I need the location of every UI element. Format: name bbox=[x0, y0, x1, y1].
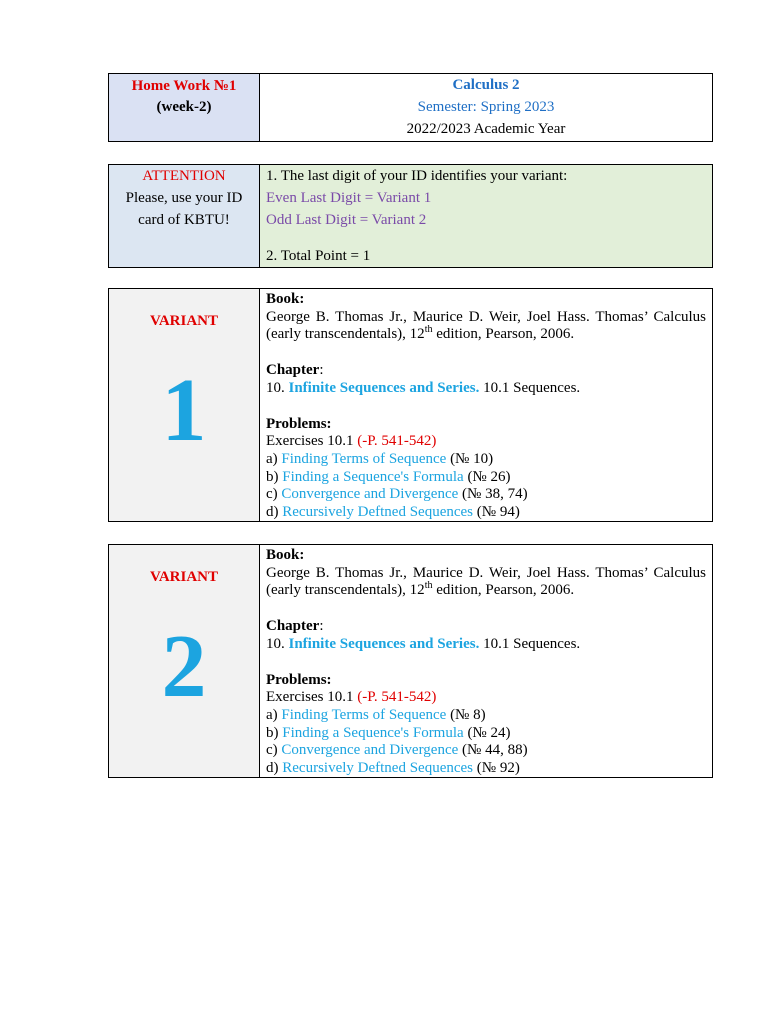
variant-content-cell bbox=[260, 289, 712, 521]
book-heading: Book: bbox=[266, 547, 305, 563]
chapter-heading: Chapter: bbox=[266, 618, 324, 635]
book-heading: Book: bbox=[266, 291, 305, 307]
chapter-title: Infinite Sequences and Series. bbox=[288, 379, 480, 396]
problem-topic: Convergence and Divergence bbox=[281, 742, 459, 759]
problem-list bbox=[266, 707, 706, 778]
problem-topic: Finding a Sequence's Formula bbox=[282, 724, 464, 741]
odd-rule: Odd Last Digit = Variant 2 bbox=[266, 212, 427, 228]
pages-ref: (-P. 541-542) bbox=[357, 433, 437, 450]
variant-label: VARIANT bbox=[149, 569, 219, 585]
homework-cell bbox=[109, 74, 260, 141]
problems-heading: Problems: bbox=[266, 415, 332, 432]
rule-2: 2. Total Point = 1 bbox=[266, 248, 371, 264]
attention-line-2: card of KBTU! bbox=[138, 212, 230, 228]
problem-item: d) Recursively Deftned Sequences (№ 94) bbox=[266, 504, 520, 521]
rules-cell bbox=[260, 165, 712, 267]
pages-ref: (-P. 541-542) bbox=[357, 689, 437, 706]
book-citation: George B. Thomas Jr., Maurice D. Weir, Joel Hass. Thomas’ Calculus (early transcendentals), 12th edition, Pearson, 2006. bbox=[266, 564, 706, 599]
problem-item: a) Finding Terms of Sequence (№ 8) bbox=[266, 706, 486, 723]
problems-heading: Problems: bbox=[266, 671, 332, 688]
academic-year: 2022/2023 Academic Year bbox=[406, 121, 566, 137]
problem-topic: Recursively Deftned Sequences bbox=[282, 504, 474, 521]
problem-topic: Recursively Deftned Sequences bbox=[282, 760, 474, 777]
chapter-line: 10. Infinite Sequences and Series. 10.1 Sequences. bbox=[266, 379, 581, 396]
exercises-line: Exercises 10.1 (-P. 541-542) bbox=[266, 689, 437, 706]
variant-label: VARIANT bbox=[149, 313, 219, 329]
problem-item: a) Finding Terms of Sequence (№ 10) bbox=[266, 450, 494, 467]
semester-label: Semester: Spring 2023 bbox=[417, 99, 555, 115]
chapter-line: 10. Infinite Sequences and Series. 10.1 Sequences. bbox=[266, 635, 581, 652]
chapter-title: Infinite Sequences and Series. bbox=[288, 635, 480, 652]
problem-item: c) Convergence and Divergence (№ 44, 88) bbox=[266, 742, 528, 759]
attention-table bbox=[108, 164, 713, 268]
week-label: (week-2) bbox=[156, 99, 212, 115]
variant-1-table bbox=[108, 288, 713, 522]
problem-topic: Convergence and Divergence bbox=[281, 486, 459, 503]
problem-topic: Finding Terms of Sequence bbox=[281, 450, 447, 467]
variant-number: 2 bbox=[161, 617, 207, 716]
header-table bbox=[108, 73, 713, 142]
attention-line-1: Please, use your ID bbox=[125, 190, 243, 206]
problem-topic: Finding Terms of Sequence bbox=[281, 706, 447, 723]
variant-number-cell bbox=[109, 289, 260, 521]
course-cell bbox=[260, 74, 712, 141]
problem-item: b) Finding a Sequence's Formula (№ 24) bbox=[266, 724, 511, 741]
chapter-heading: Chapter: bbox=[266, 362, 324, 379]
problem-item: c) Convergence and Divergence (№ 38, 74) bbox=[266, 486, 528, 503]
rule-1: 1. The last digit of your ID identifies your variant: bbox=[266, 168, 568, 184]
problem-item: b) Finding a Sequence's Formula (№ 26) bbox=[266, 468, 511, 485]
problem-topic: Finding a Sequence's Formula bbox=[282, 468, 464, 485]
variant-content-cell bbox=[260, 545, 712, 777]
book-citation: George B. Thomas Jr., Maurice D. Weir, Joel Hass. Thomas’ Calculus (early transcendentals), 12th edition, Pearson, 2006. bbox=[266, 308, 706, 343]
problem-list bbox=[266, 451, 706, 522]
attention-title: ATTENTION bbox=[142, 168, 226, 184]
problem-item: d) Recursively Deftned Sequences (№ 92) bbox=[266, 760, 520, 777]
attention-cell bbox=[109, 165, 260, 267]
even-rule: Even Last Digit = Variant 1 bbox=[266, 190, 432, 206]
variant-2-table bbox=[108, 544, 713, 778]
exercises-line: Exercises 10.1 (-P. 541-542) bbox=[266, 433, 437, 450]
homework-title: Home Work №1 bbox=[131, 78, 237, 94]
course-title: Calculus 2 bbox=[452, 77, 520, 93]
variant-number: 1 bbox=[161, 361, 207, 460]
variant-number-cell bbox=[109, 545, 260, 777]
